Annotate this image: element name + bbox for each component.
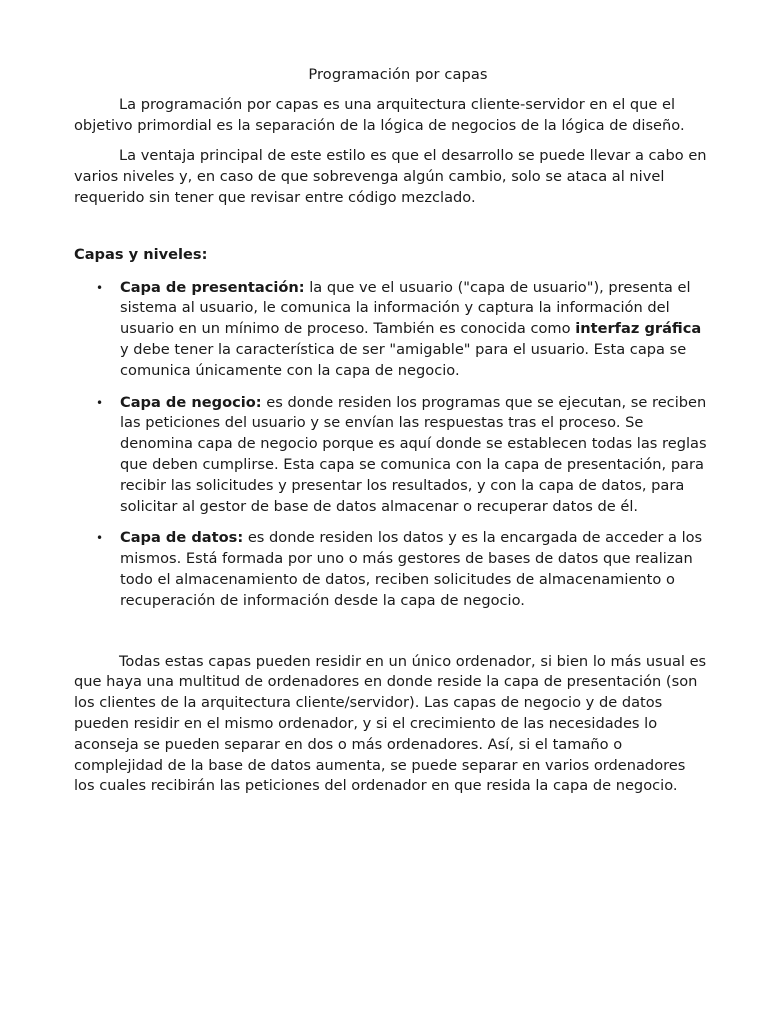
layer-description-continued: y debe tener la característica de ser "amigable" para el usuario. Esta capa se comunica únicamente con la capa de negocio. (120, 340, 687, 379)
intro-paragraph-1: La programación por capas es una arquitectura cliente-servidor en el que el objetivo primordial es la separación de la lógica de negocios de la lógica de diseño. (74, 95, 685, 134)
layer-term: Capa de datos: (120, 529, 244, 547)
document-title: Programación por capas (308, 66, 488, 83)
layer-description: es donde residen los programas que se ejecutan, se reciben las peticiones del usuario y se envían las respuestas tras el proceso. Se denomina capa de negocio porque es aquí donde se establecen todas las reglas que deben cumplirse. Esta capa se comunica con la capa de presentación, para recibir las solicitudes y presentar los resultados, y con la capa de datos, para solicitar al gestor de base de datos almacenar o recuperar datos de él. (120, 393, 707, 515)
list-item-data-layer (74, 528, 708, 611)
layer-description: es donde residen los datos y es la encargada de acceder a los mismos. Está formada por uno o más gestores de bases de datos que realizan todo el almacenamiento de datos, reciben solicitudes de almacenamiento o recuperación de información desde la capa de negocio. (120, 529, 703, 609)
layer-description: la que ve el usuario ("capa de usuario"), presenta el sistema al usuario, le comunica la información y captura la información del usuario en un mínimo de proceso. También es conocida como (120, 278, 691, 338)
intro-paragraph-2: La ventaja principal de este estilo es que el desarrollo se puede llevar a cabo en varios niveles y, en caso de que sobrevenga algún cambio, solo se ataca al nivel requerido sin tener que revisar entre código mezclado. (74, 147, 707, 206)
list-item-business-layer (74, 393, 708, 518)
closing-paragraph: Todas estas capas pueden residir en un único ordenador, si bien lo más usual es que haya una multitud de ordenadores en donde reside la capa de presentación (son los clientes de la arquitectura cliente/servidor). Las capas de negocio y de datos pueden residir en el mismo ordenador, y si el crecimiento de las necesidades lo aconseja se pueden separar en dos o más ordenadores. Así, si el tamaño o complejidad de la base de datos aumenta, se puede separar en varios ordenadores los cuales recibirán las peticiones del ordenador en que resida la capa de negocio. (74, 652, 707, 795)
section-heading: Capas y niveles: (74, 245, 208, 263)
layer-term: Capa de presentación: (120, 278, 305, 296)
layers-list (74, 278, 708, 612)
bullet-icon: • (96, 531, 104, 546)
list-item-presentation-layer (74, 278, 708, 382)
bullet-icon: • (96, 395, 104, 410)
layer-term: Capa de negocio: (120, 393, 262, 411)
layer-emphasis: interfaz gráfica (575, 320, 702, 338)
bullet-icon: • (96, 280, 104, 295)
